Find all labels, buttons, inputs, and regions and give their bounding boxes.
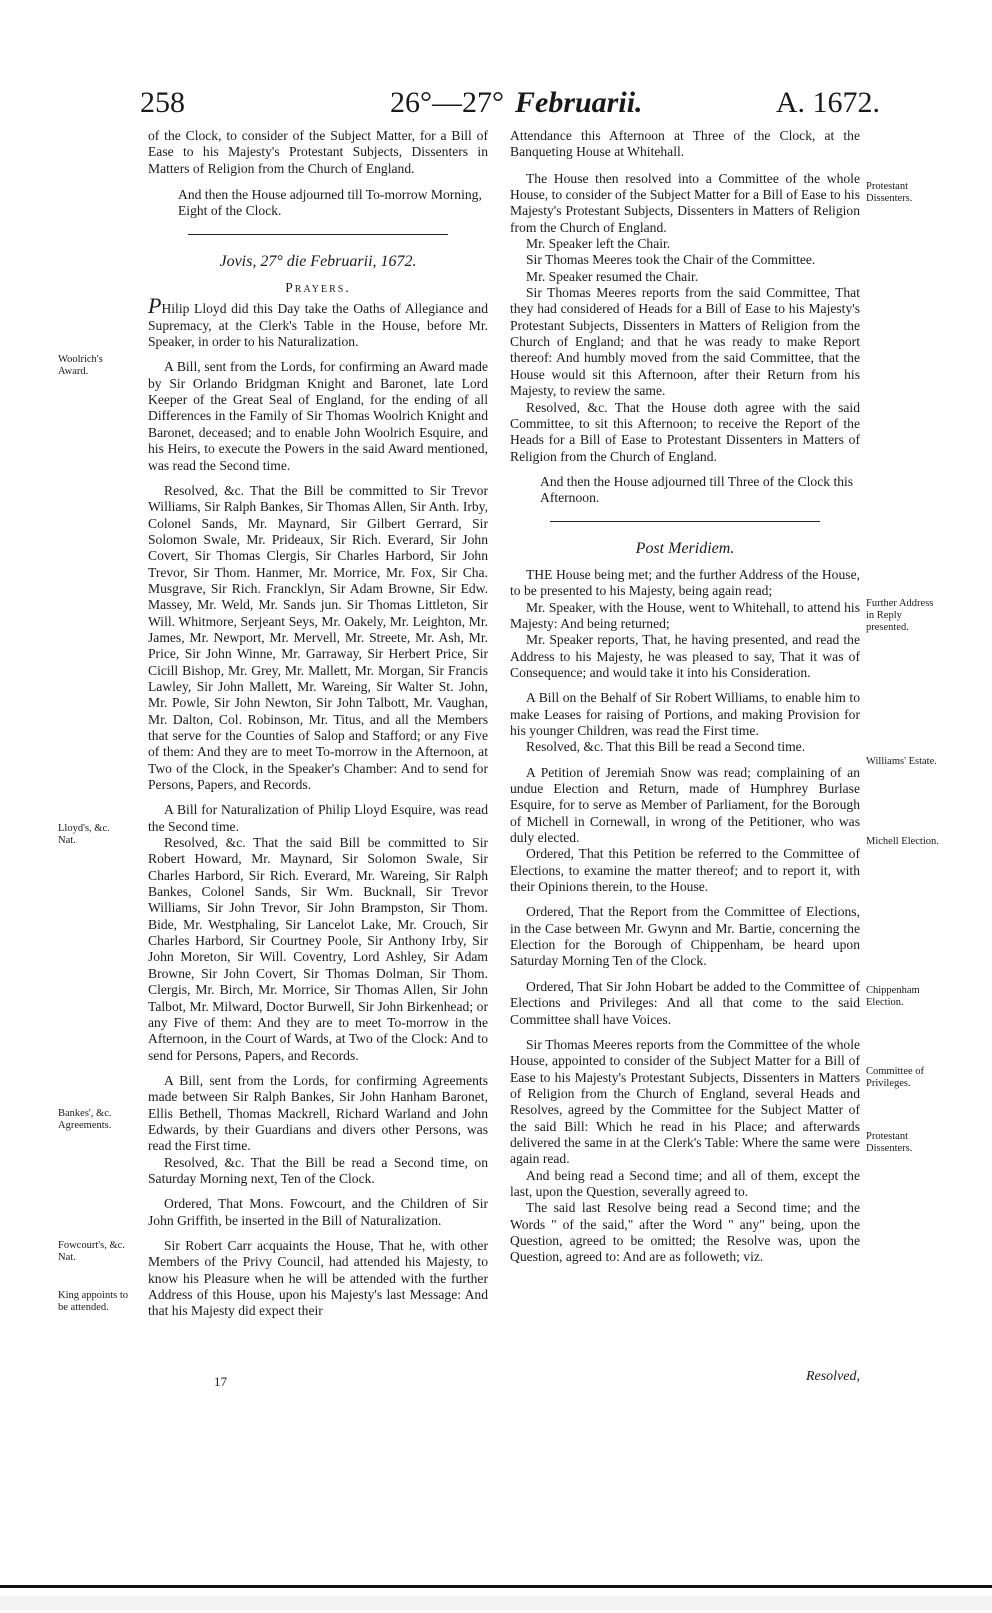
post-meridiem-heading: Post Meridiem. [635,539,735,557]
hobart-entry: Ordered, That Sir John Hobart be added to the Committee of Elections and Privileges: And all that come to the said Committee shall have Voices. [510,978,860,1027]
margin-note-chippenham: Chippenham Election. [866,985,920,1008]
bankes-bill-entry: A Bill, sent from the Lords, for confirming Agreements made between Sir Ralph Bankes, Sir John Hanham Baronet, Ellis Bethell, Thomas Mackrell, Richard Warland and John Edwards, by their Guardians and divers other Persons, was read the First time. [148,1072,488,1154]
adjournment-note-2: And then the House adjourned till Three of the Clock this Afternoon. [540,473,854,506]
woolrich-committee-entry: Resolved, &c. That the Bill be committed to Sir Trevor Williams, Sir Ralph Bankes, Sir Thomas Allen, Sir Anth. Irby, Colonel Sands, Mr. Maynard, Sir Gilbert Gerrard, Sir Solomon Swale, Mr. Prideaux, Sir Rich. Everard, Sir John Covert, Sir Thomas Clergis, Sir Charles Harbord, Sir John Trevor, Sir Thom. Hanmer, Mr. Morrice, Mr. Fox, Sir Cha. Musgrave, Sir Rich. Francklyn, Sir Adam Browne, Sir Edw. Massey, Mr. Weld, Mr. Sands jun. Sir Thomas Littleton, Sir Will. Whitmore, Serjeant Seys, Mr. Oakely, Mr. Leighton, Mr. James, Mr. Newport, Mr. Mervell, Mr. Streete, Mr. Ash, Mr. Price, Sir John Winne, Mr. Garraway, Sir Herbert Price, Sir Cicill Bishop, Mr. Grey, Mr. Mallett, Mr. Morgan, Sir Francis Lawley, Sir John Mallett, Mr. Wareing, Sir Walter St. John, Mr. Powle, Sir John Newton, Sir John Talbott, Mr. Vaughan, Mr. Dalton, Col. Robinson, Mr. Titus, and all the Members that serve for the Counties of Salop and Stafford; or any Five of them: And they are to meet To-morrow in the Afternoon, at Two of the Clock, in the Speaker's Chamber: And to send for Persons, Papers, and Records. [148,482,488,793]
carr-entry: Sir Robert Carr acquaints the House, That he, with other Members of the Privy Council, had attended his Majesty, to know his Pleasure when he will be attended with the further Address of this House, upon his Majesty's last Message: And that his Majesty did expect their [148,1237,488,1319]
lloyd-oath-text: Hilip Lloyd did this Day take the Oaths of Allegiance and Supremacy, at the Clerk's Table in the House, before Mr. Speaker, in order to his Naturalization. [148,301,488,350]
signature-mark: 17 [214,1374,227,1389]
last-resolve-entry: The said last Resolve being read a Second time; and the Words " of the said," after the Word " any" being, upon the Question, agreed to be omitted; the Resolve was, upon the Question, agreed to: And are as followeth; viz. [510,1200,860,1265]
margin-note-king: King appoints to be attended. [58,1290,128,1313]
header-month: Februarii. [515,86,643,119]
meeres-report-entry: Sir Thomas Meeres reports from the said Committee, That they had considered of Heads for a Bill of Ease to his Majesty's Protestant Subjects, Dissenters in Matters of Religion from the Church of England; and that he was ready to make Report thereof: And humbly moved from the said Committee, that the House would sit this Afternoon, after their Return from his Majesty, to review the same. [510,285,860,399]
williams-resolved-entry: Resolved, &c. That this Bill be read a Second time. [526,739,806,755]
prayers-heading: Prayers. [285,280,351,296]
margin-note-fowcourt: Fowcourt's, &c. Nat. [58,1240,125,1263]
woolrich-bill-entry: A Bill, sent from the Lords, for confirming an Award made by Sir Orlando Bridgman Knight and Baronet, late Lord Keeper of the Great Seal of England, for the ending of all Differences in the Family of Sir Thomas Woolrich Knight and Baronet, deceased; and to enable John Woolrich Esquire, and his Heirs, to execute the Powers in the said Award mentioned, was read the Second time. [148,359,488,473]
left-column [148,128,488,1329]
section-divider [188,234,448,236]
speaker-resumed-entry: Mr. Speaker resumed the Chair. [526,268,699,284]
page-number: 258 [140,86,185,119]
lloyd-oath-entry [148,293,488,350]
left-continuation: of the Clock, to consider of the Subject Matter, for a Bill of Ease to his Majesty's Protestant Subjects, Dissenters in Matters of Religion from the Church of England. [148,128,488,176]
resolved-sit-entry: Resolved, &c. That the House doth agree with the said Committee, to sit this Afternoon; to receive the Report of the Heads for a Bill of Ease to Protestant Dissenters in Matters of Religion from the Church of England. [510,399,860,464]
bottom-border [0,1585,992,1588]
chippenham-entry: Ordered, That the Report from the Committee of Elections, in the Case between Mr. Gwynn and Mr. Bartie, concerning the Election for the Borough of Chippenham, be heard upon Saturday Morning Ten of the Clock. [510,904,860,969]
header-dates: 26°—27° [390,86,504,119]
header-year: A. 1672. [775,86,880,119]
margin-note-bankes: Bankes', &c. Agreements. [58,1108,112,1131]
margin-note-lloyd: Lloyd's, &c. Nat. [58,823,110,846]
second-time-entry: And being read a Second time; and all of them, except the last, upon the Question, severally agreed to. [510,1167,860,1199]
committee-entry: The House then resolved into a Committee of the whole House, to consider of the Subject Matter for a Bill of Ease to his Majesty's Protestant Subjects, Dissenters in Matters of Religion from the Church of England. [510,170,860,235]
lloyd-bill-entry: A Bill for Naturalization of Philip Lloyd Esquire, was read the Second time. [148,802,488,834]
margin-note-address: Further Address in Reply presented. [866,598,934,633]
right-continuation: Attendance this Afternoon at Three of the Clock, at the Banqueting House at Whitehall. [510,128,860,160]
meeres-chair-entry: Sir Thomas Meeres took the Chair of the Committee. [526,252,816,268]
went-whitehall-entry: Mr. Speaker, with the House, went to Whitehall, to attend his Majesty: And being returned; [510,599,860,631]
margin-note-protestant-2: Protestant Dissenters. [866,1131,913,1154]
margin-note-michell: Michell Election. [866,836,939,847]
margin-note-protestant-1: Protestant Dissenters. [866,181,913,204]
snow-ordered-entry: Ordered, That this Petition be referred to the Committee of Elections, to examine the matter thereof; and to report it, with their Opinions therein, to the House. [510,846,860,895]
margin-note-woolrich: Woolrich's Award. [58,354,103,377]
section-divider-2 [550,521,820,523]
day-heading: Jovis, 27° die Februarii, 1672. [219,252,417,270]
williams-bill-entry: A Bill on the Behalf of Sir Robert Williams, to enable him to make Leases for raising of Portions, and making Provision for his younger Children, was read the First time. [510,690,860,738]
scan-edge [0,1596,992,1610]
catchword: Resolved, [805,1369,860,1384]
drop-cap: P [148,293,162,319]
lloyd-committee-entry: Resolved, &c. That the said Bill be committed to Sir Robert Howard, Mr. Maynard, Sir Solomon Swale, Sir Charles Harbord, Sir Rich. Everard, Mr. Wareing, Sir Ralph Bankes, Colonel Sands, Sir Wm. Bucknall, Sir Trevor Williams, Sir John Trevor, Sir John Brampston, Sir Thom. Bide, Mr. Westphaling, Sir Lancelot Lake, Mr. Crouch, Sir Charles Harbord, Sir Courtney Poole, Sir Anthony Irby, Sir John Moreton, Sir Will. Coventry, Lord Ashley, Sir Adam Browne, Sir John Covert, Sir Thomas Dolman, Sir Thom. Clergis, Mr. Birch, Mr. Morrice, Sir Thomas Allen, Sir John Talbot, Mr. Milward, Doctor Burwell, Sir John Birkenhead; or any Five of them: And they are to meet To-morrow in the Afternoon, in the Court of Wards, at Two of the Clock: And to send for Persons, Papers, and Records. [148,835,488,1063]
margin-note-privileges: Committee of Privileges. [866,1066,925,1089]
speaker-left-entry: Mr. Speaker left the Chair. [526,236,671,252]
margin-note-williams: Williams' Estate. [866,756,937,767]
house-met-entry: THE House being met; and the further Address of the House, to be presented to his Majesty, being again read; [510,566,860,599]
bankes-resolved-entry: Resolved, &c. That the Bill be read a Second time, on Saturday Morning next, Ten of the Clock. [148,1154,488,1186]
page-header [140,86,880,126]
right-column [510,128,860,1275]
snow-petition-entry: A Petition of Jeremiah Snow was read; complaining of an undue Election and Return, made of Humphrey Burlase Esquire, for to serve as Member of Parliament, for the Borough of Michell in Cornewall, in wrong of the Petitioner, who was duly elected. [510,764,860,846]
adjournment-note: And then the House adjourned till To-morrow Morning, Eight of the Clock. [178,187,482,219]
meeres-report-2-entry: Sir Thomas Meeres reports from the Committee of the whole House, appointed to consider of the Subject Matter for a Bill of Ease to his Majesty's Protestant Subjects, Dissenters in Matters of Religion from the Church of England, several Heads and Resolves, agreed by the Committee for the Subject Matter of the said Bill: Which he read in his Place; and afterwards delivered the same in at the Clerk's Table: Where the same were again read. [510,1036,860,1167]
speaker-reports-entry: Mr. Speaker reports, That, he having presented, and read the Address to his Majesty, he was pleased to say, That it was of Consequence; and would take it into his Consideration. [510,632,860,680]
fowcourt-entry: Ordered, That Mons. Fowcourt, and the Children of Sir John Griffith, be inserted in the Bill of Naturalization. [148,1196,488,1228]
